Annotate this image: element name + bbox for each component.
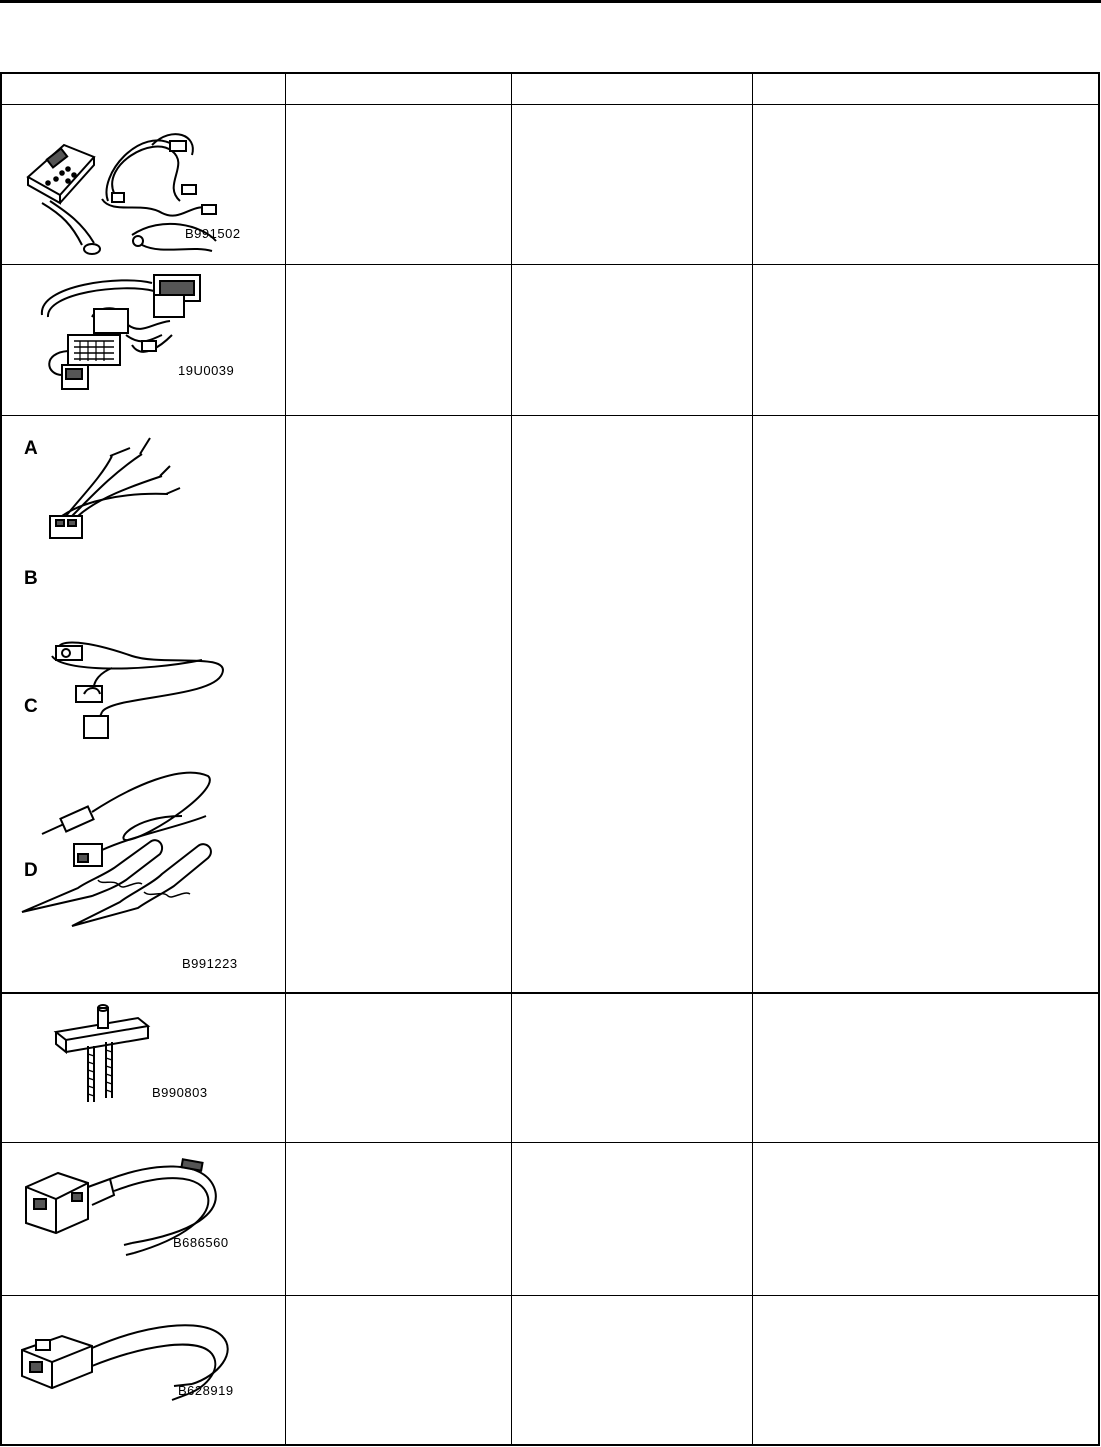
table-row-4-name — [286, 994, 511, 1142]
table-row-2-illustration — [2, 265, 285, 415]
table-row-1-number — [512, 105, 752, 264]
part-code: B628919 — [178, 1383, 234, 1398]
part-code: 19U0039 — [178, 363, 235, 378]
table-row-5-number — [512, 1143, 752, 1295]
table-row-4-number — [512, 994, 752, 1142]
table-row-3-number — [512, 416, 752, 992]
table-row-2-name — [286, 265, 511, 415]
connector-pigtail-harness-icon — [2, 1143, 285, 1295]
table-row-3-name — [286, 416, 511, 992]
header-cell-4 — [753, 74, 1100, 104]
table-row-5-illustration — [2, 1143, 285, 1295]
table-row-6-name — [286, 1296, 511, 1446]
special-tools-table — [0, 72, 1100, 1446]
table-row-1-illustration — [2, 105, 285, 264]
table-row-6-number — [512, 1296, 752, 1446]
header-cell-illustration — [2, 74, 286, 104]
table-row-2-notes — [753, 265, 1100, 415]
page-top-rule — [0, 0, 1101, 3]
diagnostic-scan-tool-kit-icon — [2, 105, 285, 264]
table-row-6-notes — [753, 1296, 1100, 1446]
part-code: B991502 — [185, 226, 241, 241]
sub-label-c: C — [24, 696, 38, 717]
table-row-2-number — [512, 265, 752, 415]
sub-label-b: B — [24, 568, 38, 589]
header-cell-2 — [286, 74, 512, 104]
connector-lead-harness-icon — [2, 1296, 285, 1446]
test-harness-set-icon — [2, 416, 285, 992]
table-row-4-notes — [753, 994, 1100, 1142]
part-code: B991223 — [182, 956, 238, 971]
table-row-1-name — [286, 105, 511, 264]
header-cell-3 — [512, 74, 753, 104]
wiring-harness-connector-icon — [2, 265, 285, 415]
sub-label-a: A — [24, 438, 38, 459]
part-code: B686560 — [173, 1235, 229, 1250]
table-row-5-name — [286, 1143, 511, 1295]
table-row-5-notes — [753, 1143, 1100, 1295]
puller-clamp-tool-icon — [2, 994, 285, 1142]
part-code: B990803 — [152, 1085, 208, 1100]
table-row-3-illustration — [2, 416, 285, 992]
table-row-6-illustration — [2, 1296, 285, 1446]
table-row-1-notes — [753, 105, 1100, 264]
table-row-3-notes — [753, 416, 1100, 992]
sub-label-d: D — [24, 860, 38, 881]
table-row-4-illustration — [2, 994, 285, 1142]
